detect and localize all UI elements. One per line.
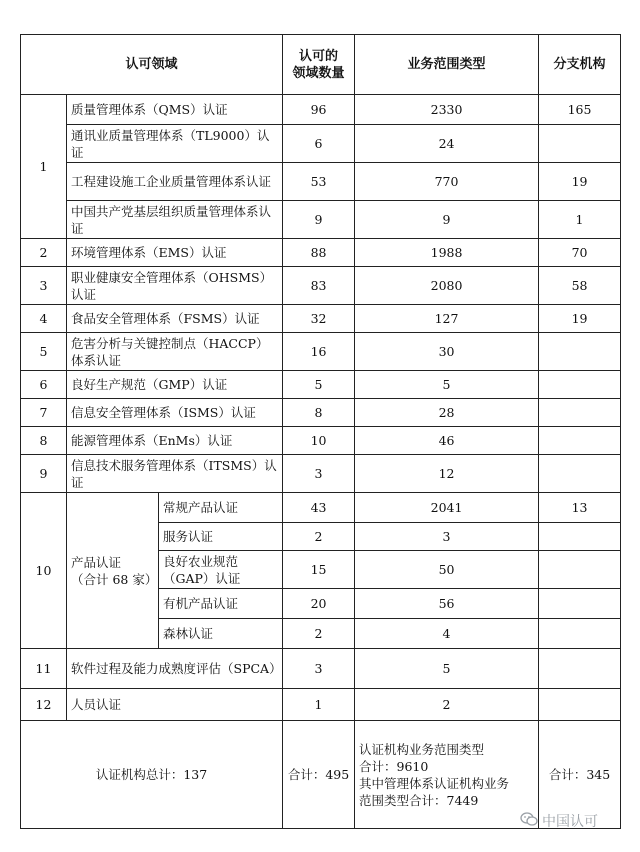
domain-count: 16 [283, 333, 355, 371]
wechat-icon [520, 811, 538, 831]
product-group-label-line1: 产品认证 [71, 554, 122, 570]
domain-name: 常规产品认证 [159, 493, 283, 523]
scope-count: 5 [355, 649, 539, 689]
domain-name: 良好农业规范（GAP）认证 [159, 551, 283, 589]
domain-count: 6 [283, 125, 355, 163]
header-branch: 分支机构 [539, 35, 621, 95]
domain-name: 信息安全管理体系（ISMS）认证 [67, 399, 283, 427]
branch-count [539, 551, 621, 589]
row-number: 8 [21, 427, 67, 455]
scope-count: 770 [355, 163, 539, 201]
branch-count [539, 333, 621, 371]
scope-total-line3: 其中管理体系认证机构业务 [359, 775, 510, 791]
domain-count: 10 [283, 427, 355, 455]
table-row [21, 493, 621, 523]
domain-name: 良好生产规范（GMP）认证 [67, 371, 283, 399]
scope-count: 4 [355, 619, 539, 649]
table-row [21, 125, 621, 163]
table-row [21, 95, 621, 125]
count-total: 合计：495 [283, 721, 355, 829]
branch-count [539, 455, 621, 493]
branch-count [539, 649, 621, 689]
header-count-line2: 领域数量 [292, 65, 345, 81]
domain-name: 质量管理体系（QMS）认证 [67, 95, 283, 125]
row-number: 6 [21, 371, 67, 399]
branch-count: 1 [539, 201, 621, 239]
scope-count: 24 [355, 125, 539, 163]
row-number: 10 [21, 493, 67, 649]
row-number: 2 [21, 239, 67, 267]
table-row [21, 399, 621, 427]
header-scope: 业务范围类型 [355, 35, 539, 95]
row-number: 1 [21, 95, 67, 239]
table-row [21, 455, 621, 493]
branch-count: 165 [539, 95, 621, 125]
domain-count: 32 [283, 305, 355, 333]
scope-count: 2080 [355, 267, 539, 305]
row-number: 3 [21, 267, 67, 305]
domain-name: 软件过程及能力成熟度评估（SPCA） [67, 649, 283, 689]
header-row [21, 35, 621, 95]
certification-table [20, 34, 621, 829]
domain-name: 食品安全管理体系（FSMS）认证 [67, 305, 283, 333]
row-number: 12 [21, 689, 67, 721]
branch-count: 13 [539, 493, 621, 523]
domain-count: 83 [283, 267, 355, 305]
domain-count: 3 [283, 649, 355, 689]
branch-count: 70 [539, 239, 621, 267]
table-row [21, 333, 621, 371]
domain-count: 53 [283, 163, 355, 201]
domain-count: 8 [283, 399, 355, 427]
header-count [283, 35, 355, 95]
scope-total-line2: 合计：9610 [359, 758, 429, 774]
branch-total: 合计：345 [539, 721, 621, 829]
scope-count: 46 [355, 427, 539, 455]
domain-count: 15 [283, 551, 355, 589]
scope-count: 127 [355, 305, 539, 333]
scope-count: 12 [355, 455, 539, 493]
row-number: 5 [21, 333, 67, 371]
domain-count: 2 [283, 523, 355, 551]
domain-name: 有机产品认证 [159, 589, 283, 619]
scope-count: 56 [355, 589, 539, 619]
domain-count: 3 [283, 455, 355, 493]
domain-name: 中国共产党基层组织质量管理体系认证 [67, 201, 283, 239]
domain-name: 工程建设施工企业质量管理体系认证 [67, 163, 283, 201]
table-row [21, 649, 621, 689]
scope-count: 50 [355, 551, 539, 589]
branch-count [539, 523, 621, 551]
domain-count: 9 [283, 201, 355, 239]
scope-count: 2 [355, 689, 539, 721]
table-row [21, 267, 621, 305]
row-number: 4 [21, 305, 67, 333]
product-group-label-line2: （合计 68 家） [71, 571, 158, 587]
domain-name: 服务认证 [159, 523, 283, 551]
domain-count: 43 [283, 493, 355, 523]
branch-count [539, 689, 621, 721]
scope-total [355, 721, 539, 829]
scope-count: 30 [355, 333, 539, 371]
domain-name: 信息技术服务管理体系（ITSMS）认证 [67, 455, 283, 493]
scope-count: 3 [355, 523, 539, 551]
scope-count: 28 [355, 399, 539, 427]
scope-total-line1: 认证机构业务范围类型 [359, 741, 485, 757]
row-number: 11 [21, 649, 67, 689]
domain-name: 环境管理体系（EMS）认证 [67, 239, 283, 267]
branch-count [539, 125, 621, 163]
branch-count [539, 589, 621, 619]
branch-count [539, 427, 621, 455]
branch-count: 19 [539, 305, 621, 333]
domain-count: 5 [283, 371, 355, 399]
domain-name: 森林认证 [159, 619, 283, 649]
scope-count: 5 [355, 371, 539, 399]
branch-count [539, 619, 621, 649]
domain-count: 88 [283, 239, 355, 267]
row-number: 9 [21, 455, 67, 493]
table-row [21, 239, 621, 267]
domain-count: 1 [283, 689, 355, 721]
table-row [21, 163, 621, 201]
table-row [21, 371, 621, 399]
table-row [21, 201, 621, 239]
branch-count: 19 [539, 163, 621, 201]
domain-count: 2 [283, 619, 355, 649]
table-row [21, 427, 621, 455]
table-row [21, 305, 621, 333]
domain-name: 通讯业质量管理体系（TL9000）认证 [67, 125, 283, 163]
row-number: 7 [21, 399, 67, 427]
branch-count: 58 [539, 267, 621, 305]
branch-count [539, 371, 621, 399]
scope-count: 9 [355, 201, 539, 239]
domain-name: 职业健康安全管理体系（OHSMS）认证 [67, 267, 283, 305]
branch-count [539, 399, 621, 427]
domain-name: 能源管理体系（EnMs）认证 [67, 427, 283, 455]
header-count-line1: 认可的 [299, 48, 339, 64]
domain-name: 人员认证 [67, 689, 283, 721]
scope-count: 1988 [355, 239, 539, 267]
header-domain: 认可领域 [21, 35, 283, 95]
watermark [520, 810, 628, 832]
scope-count: 2330 [355, 95, 539, 125]
domain-count: 20 [283, 589, 355, 619]
scope-count: 2041 [355, 493, 539, 523]
domain-name: 危害分析与关键控制点（HACCP）体系认证 [67, 333, 283, 371]
org-total: 认证机构总计：137 [21, 721, 283, 829]
table-row [21, 689, 621, 721]
watermark-text: 中国认可 [542, 814, 598, 830]
domain-count: 96 [283, 95, 355, 125]
scope-total-line4: 范围类型合计：7449 [359, 792, 479, 808]
product-group-label [67, 493, 159, 649]
